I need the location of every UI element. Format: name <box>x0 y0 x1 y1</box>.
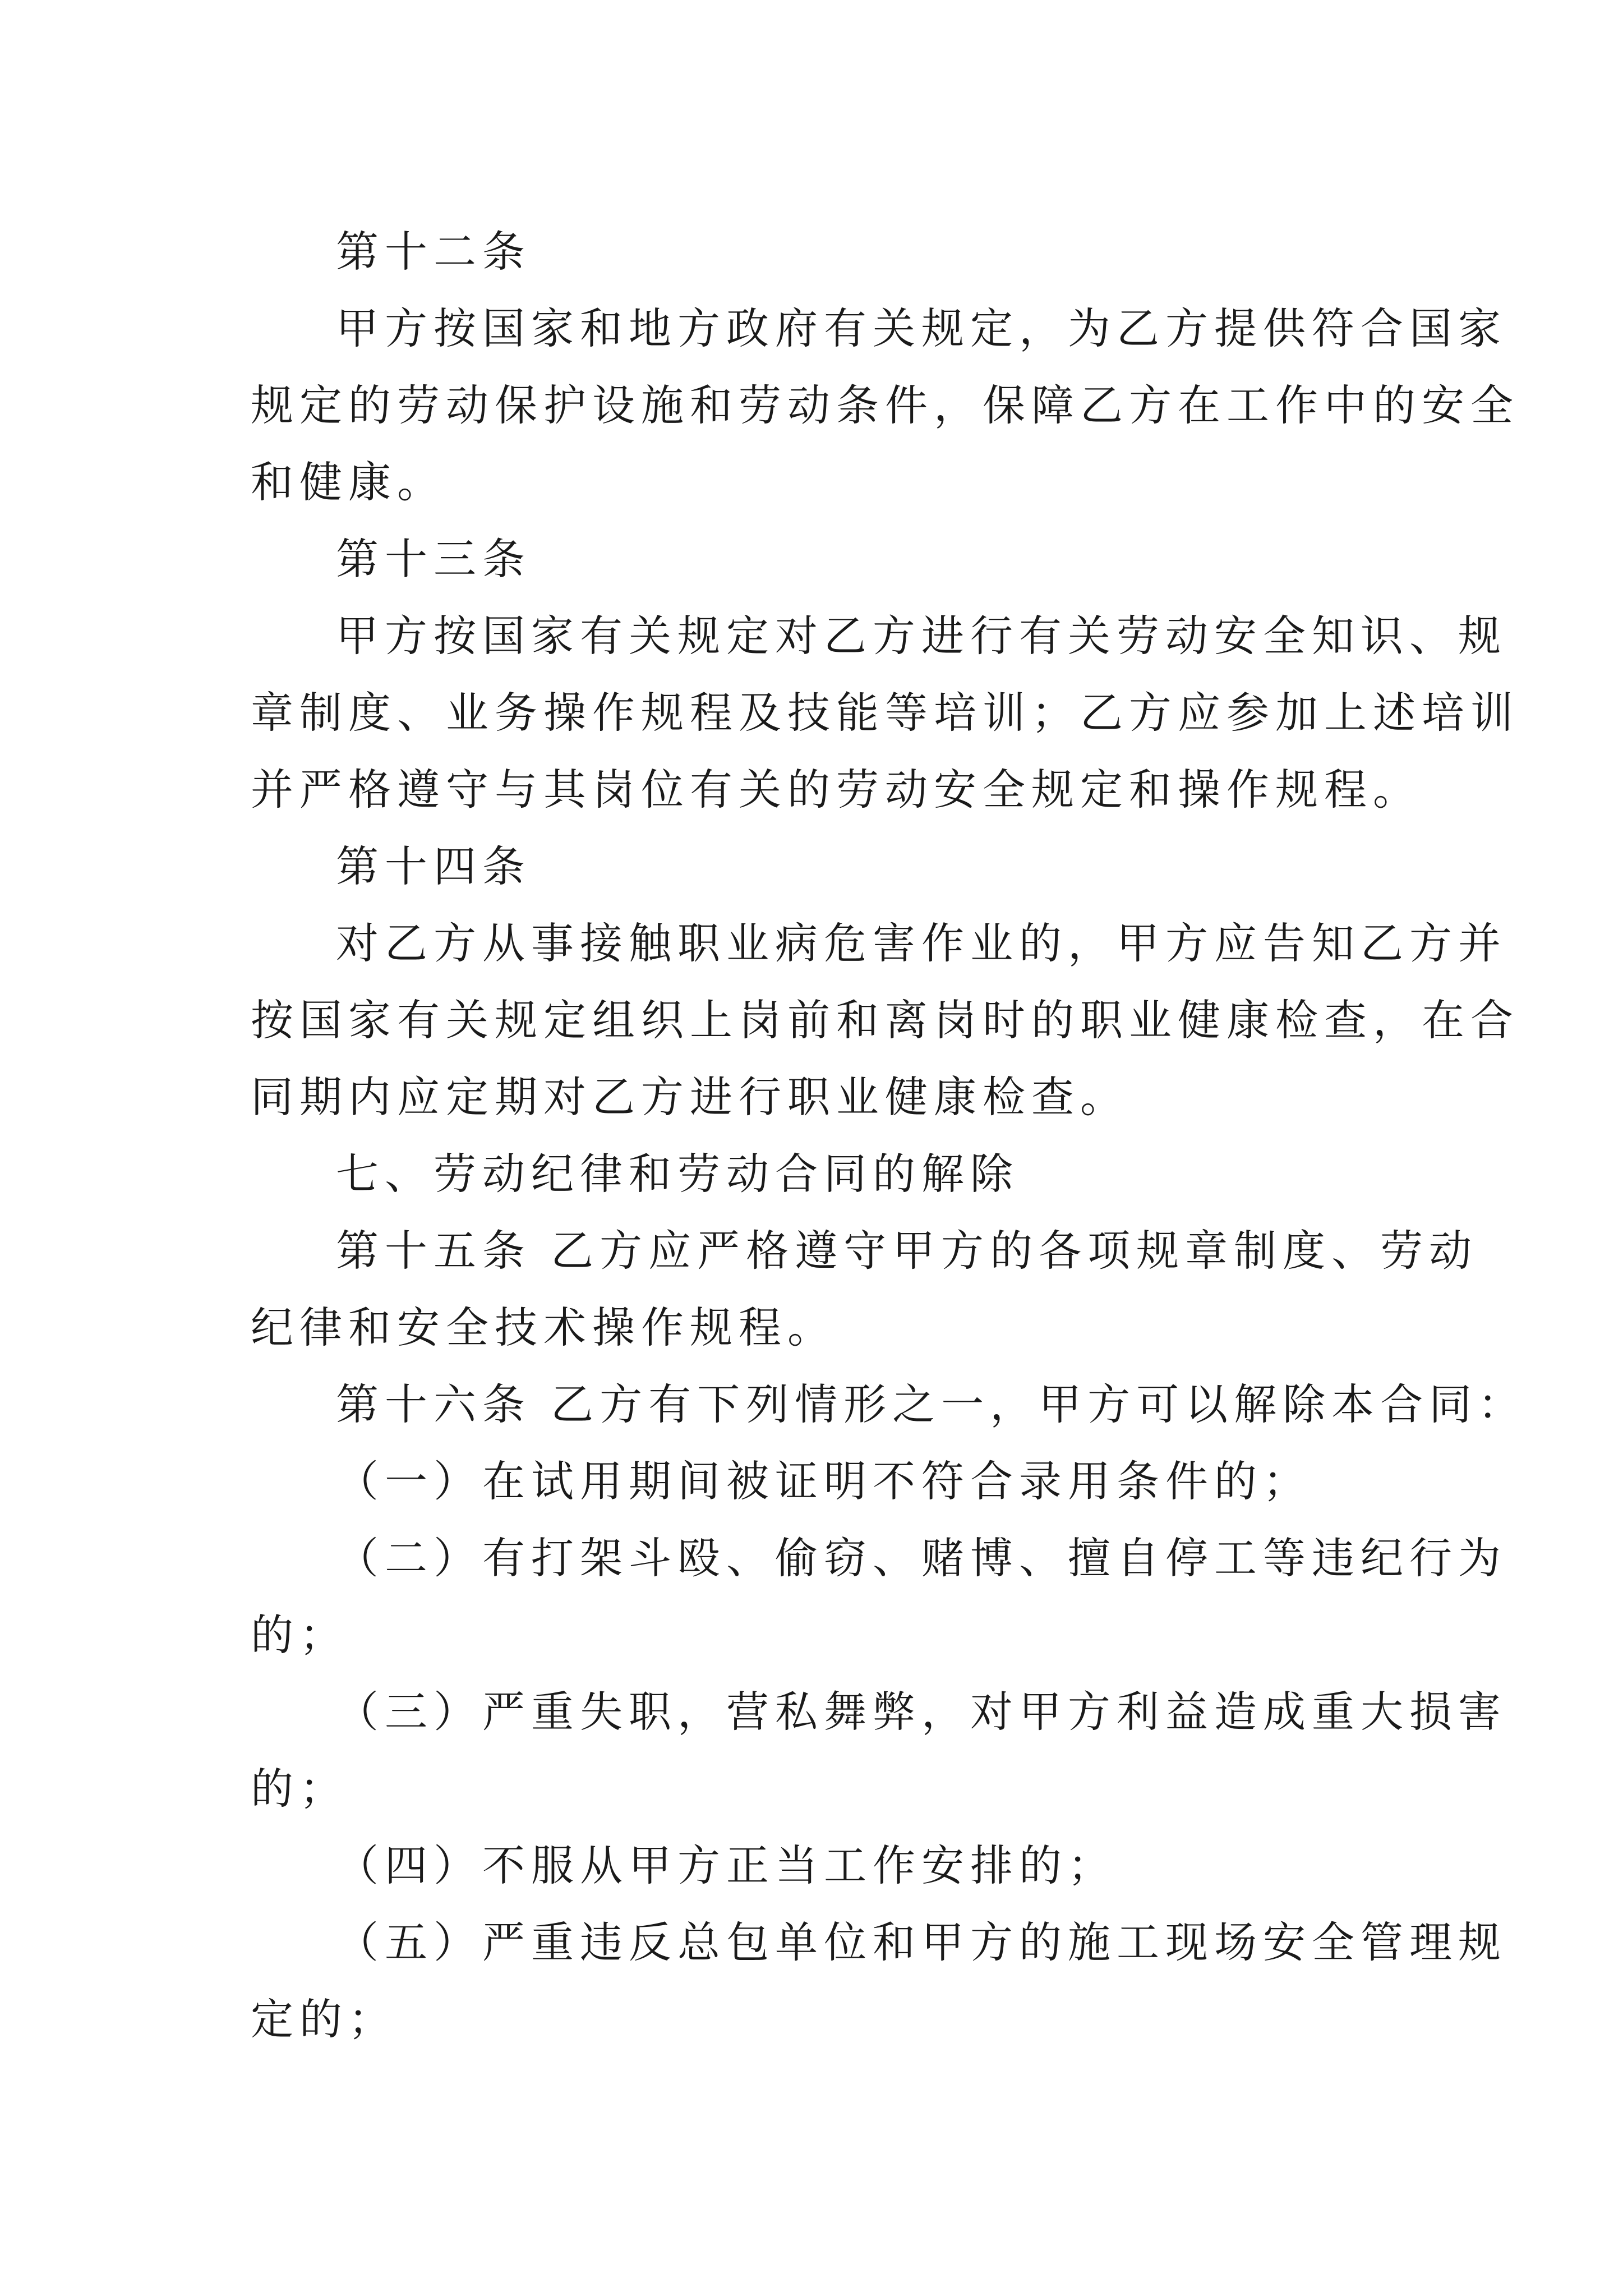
article-16-item-3: （三）严重失职，营私舞弊，对甲方利益造成重大损害 <box>336 1687 1507 1737</box>
article-14-heading: 第十四条 <box>336 841 531 891</box>
article-14-text-line: 对乙方从事接触职业病危害作业的，甲方应告知乙方并 <box>336 918 1507 968</box>
article-16-item-2: （二）有打架斗殴、偷窃、赌博、擅自停工等违纪行为 <box>336 1533 1507 1583</box>
document-body <box>251 213 1527 2058</box>
section-7-heading: 七、劳动纪律和劳动合同的解除 <box>336 1149 1019 1199</box>
article-16-item-5: （五）严重违反总包单位和甲方的施工现场安全管理规 <box>336 1917 1507 1967</box>
article-16-item-1: （一）在试用期间被证明不符合录用条件的； <box>336 1456 1312 1506</box>
article-16-item-3-cont: 的； <box>251 1764 348 1814</box>
article-13-text-line: 甲方按国家有关规定对乙方进行有关劳动安全知识、规 <box>336 611 1507 661</box>
article-15-text-line: 第十五条 乙方应严格遵守甲方的各项规章制度、劳动 <box>336 1226 1478 1276</box>
article-14-text-line: 同期内应定期对乙方进行职业健康检查。 <box>251 1072 1129 1122</box>
article-13-heading: 第十三条 <box>336 534 531 584</box>
article-15-text-line: 纪律和安全技术操作规程。 <box>251 1303 836 1352</box>
article-13-text-line: 并严格遵守与其岗位有关的劳动安全规定和操作规程。 <box>251 765 1422 815</box>
article-16-item-4: （四）不服从甲方正当工作安排的； <box>336 1841 1117 1890</box>
article-16-item-5-cont: 定的； <box>251 1994 397 2044</box>
article-16-item-2-cont: 的； <box>251 1610 348 1660</box>
article-12-text-line: 规定的劳动保护设施和劳动条件，保障乙方在工作中的安全 <box>251 380 1519 430</box>
article-12-text-line: 和健康。 <box>251 457 446 507</box>
article-12-heading: 第十二条 <box>336 227 531 277</box>
article-14-text-line: 按国家有关规定组织上岗前和离岗时的职业健康检查，在合 <box>251 995 1519 1045</box>
article-13-text-line: 章制度、业务操作规程及技能等培训；乙方应参加上述培训 <box>251 688 1519 738</box>
article-12-text-line: 甲方按国家和地方政府有关规定，为乙方提供符合国家 <box>336 303 1507 353</box>
article-16-text-line: 第十六条 乙方有下列情形之一，甲方可以解除本合同： <box>336 1379 1527 1429</box>
